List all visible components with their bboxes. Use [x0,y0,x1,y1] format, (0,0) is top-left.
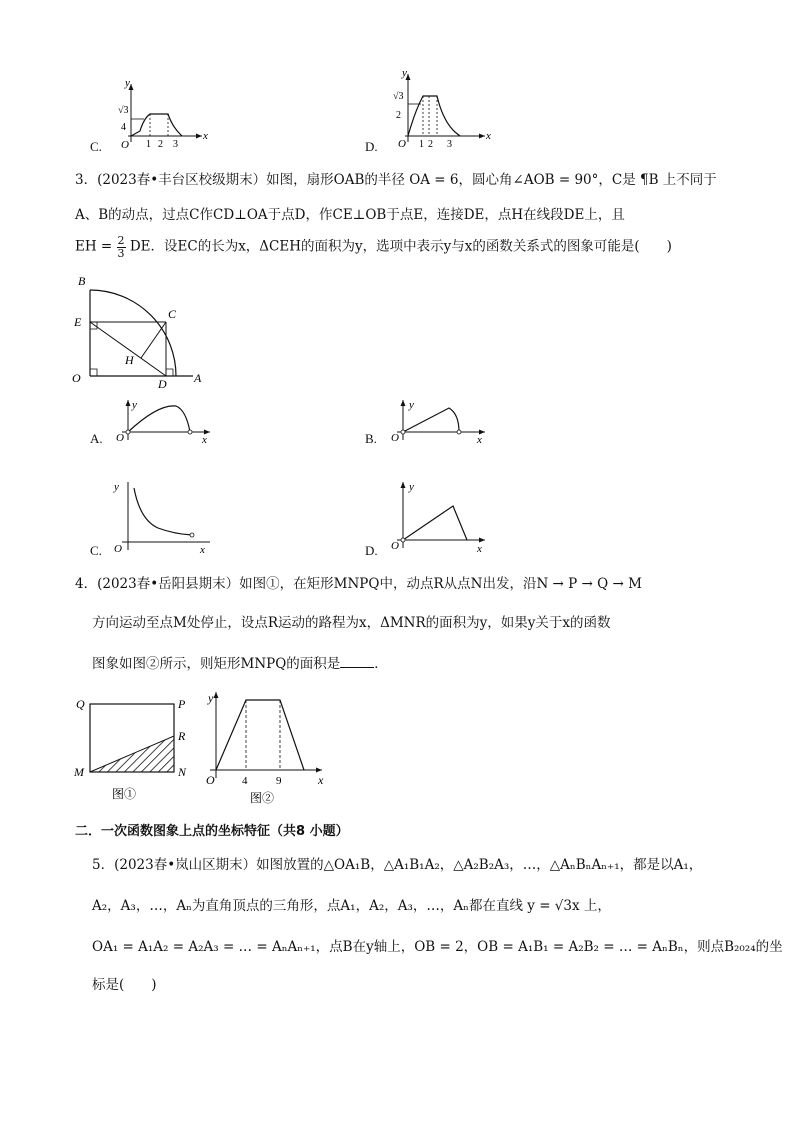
x-axis-arrow [479,538,485,543]
q4-text-line3 [92,655,388,672]
function-curve [128,406,190,432]
function-graph [216,700,304,770]
q5-text-line2: A₂，A₃，…，Aₙ为直角顶点的三角形，点A₁，A₂，A₃，…，Aₙ都在直线 y = √3x 上， [92,898,611,914]
open-point [401,538,405,542]
q3-option-d-label[interactable]: D. [365,543,378,558]
tick-label: 3 [173,139,178,148]
tick-label: 4 [242,775,248,787]
point-label-O: O [72,371,81,385]
origin-label: O [391,432,399,444]
y-value-label: √3 [118,105,129,116]
q2-option-d-label[interactable]: D. [365,139,378,154]
axis-x-label: x [318,773,324,787]
axis-x-label: x [486,130,491,142]
axis-x-label: x [477,543,482,554]
q3-option-b-label[interactable]: B. [365,431,377,446]
y-axis-arrow [401,482,406,488]
y-value-label: √3 [393,91,404,102]
figure-caption-2: 图② [250,791,275,805]
function-curve [408,96,460,136]
open-point [190,533,194,537]
q3-sector-figure [68,272,218,390]
segment-CH [141,322,166,358]
right-angle-mark [166,369,173,376]
tick-label: 9 [276,775,282,787]
y-value-label: 2 [396,110,401,121]
q3-option-b-graph[interactable] [385,396,495,446]
tick-label: 1 [419,139,424,148]
axis-x-label: x [202,434,207,446]
point-label-B: B [78,274,86,288]
y-axis-arrow [126,400,131,406]
axis-y-label: y [125,77,130,89]
q4-question: 图象如图②所示，则矩形MNPQ的面积是 [92,656,341,672]
q3-option-a-label[interactable]: A. [90,431,103,446]
point-label-E: E [74,315,82,329]
q3-option-c-label[interactable]: C. [90,543,102,558]
point-label-H: H [125,353,134,367]
segment-DE [90,322,166,376]
point-label-D: D [158,377,167,390]
q3-text-line1: 3．(2023春•丰台区校级期末）如图，扇形OAB的半径 OA = 6，圆心角∠AOB = 90°，C是 ¶B 上不同于 [75,172,717,188]
axis-y-label: y [114,481,119,493]
origin-label: O [121,139,129,148]
point-label-Q: Q [76,697,85,711]
axis-x-label: x [477,434,482,446]
q3-text-line3 [75,235,672,259]
fraction-numerator: 2 [117,234,125,247]
function-curve [403,408,459,432]
q4-figure-rectangle [70,690,200,805]
q3-eh-prefix: EH = [75,238,113,255]
point-label-M: M [74,765,84,779]
y-axis-arrow [214,692,219,698]
origin-label: O [206,773,215,787]
q4-answer-blank[interactable] [340,655,374,668]
open-point [401,430,405,434]
axis-y-label: y [409,481,414,493]
q5-text-line3: OA₁ = A₁A₂ = A₂A₃ = … = AₙAₙ₊₁，点B在y轴上，OB = 2，OB = A₁B₁ = A₂B₂ = … = AₙBₙ，则点B₂₀₂₄的坐 [92,939,783,955]
axis-y-label: y [402,67,407,79]
function-curve [134,488,192,535]
open-point [126,430,130,434]
origin-label: O [391,540,399,552]
axis-y-label: y [409,399,414,411]
tick-label: 2 [158,139,163,148]
q3-option-c-graph[interactable] [108,476,218,556]
q3-text-line2: A、B的动点，过点C作CD⊥OA于点D，作CE⊥OB于点E，连接DE，点H在线段DE上，且 [75,207,625,223]
tick-label: 3 [447,139,452,148]
x-axis-arrow [196,134,202,139]
y-axis-arrow [401,400,406,406]
figure-caption-1: 图① [112,787,137,801]
q4-figure-graph [200,688,335,806]
x-axis-arrow [316,768,322,773]
point-label-N: N [178,765,187,779]
q3-option-a-graph[interactable] [108,396,218,446]
right-angle-mark [90,369,97,376]
origin-label: O [116,432,124,444]
q5-text-line1: 5．(2023春•岚山区期末）如图放置的△OA₁B，△A₁B₁A₂，△A₂B₂A₃，…，△AₙBₙAₙ₊₁，都是以A₁， [92,857,703,873]
point-label-P: P [178,697,186,711]
q5-text-line4: 标是( ) [92,977,157,993]
axis-y-label: y [208,691,214,705]
axis-x-label: x [203,130,208,142]
fraction-denominator: 3 [117,246,125,260]
origin-label: O [114,543,122,555]
function-curve [131,114,182,136]
x-axis-arrow [479,134,485,139]
point-label-A: A [194,371,202,385]
q2-option-d-graph[interactable] [385,66,495,148]
point-label-R: R [178,729,186,743]
triangle-MNR-shaded [90,736,174,772]
y-value-label: 4 [121,122,126,133]
point-label-C: C [168,307,177,321]
tick-label: 1 [146,139,151,148]
open-point [188,430,192,434]
open-point [457,430,461,434]
q3-fraction [117,235,126,259]
q4-period: ． [374,656,388,672]
q2-option-c-graph[interactable] [110,76,220,148]
tick-label: 2 [428,139,433,148]
axis-x-label: x [200,544,205,556]
q4-text-line2: 方向运动至点M处停止，设点R运动的路程为x，ΔMNR的面积为y，如果y关于x的函数 [92,615,611,631]
q3-option-d-graph[interactable] [385,478,495,554]
q4-text-line1: 4．(2023春•岳阳县期末）如图①，在矩形MNPQ中，动点R从点N出发，沿N → P → Q → M [75,576,642,592]
section-heading: 二．一次函数图象上点的坐标特征（共8 小题） [75,824,349,839]
function-curve [403,506,467,540]
origin-label: O [398,138,406,148]
q2-option-c-label[interactable]: C. [90,139,102,154]
q3-eh-suffix: DE．设EC的长为x，ΔCEH的面积为y，选项中表示y与x的函数关系式的图象可能是( ) [129,238,672,255]
axis-y-label: y [132,399,137,411]
